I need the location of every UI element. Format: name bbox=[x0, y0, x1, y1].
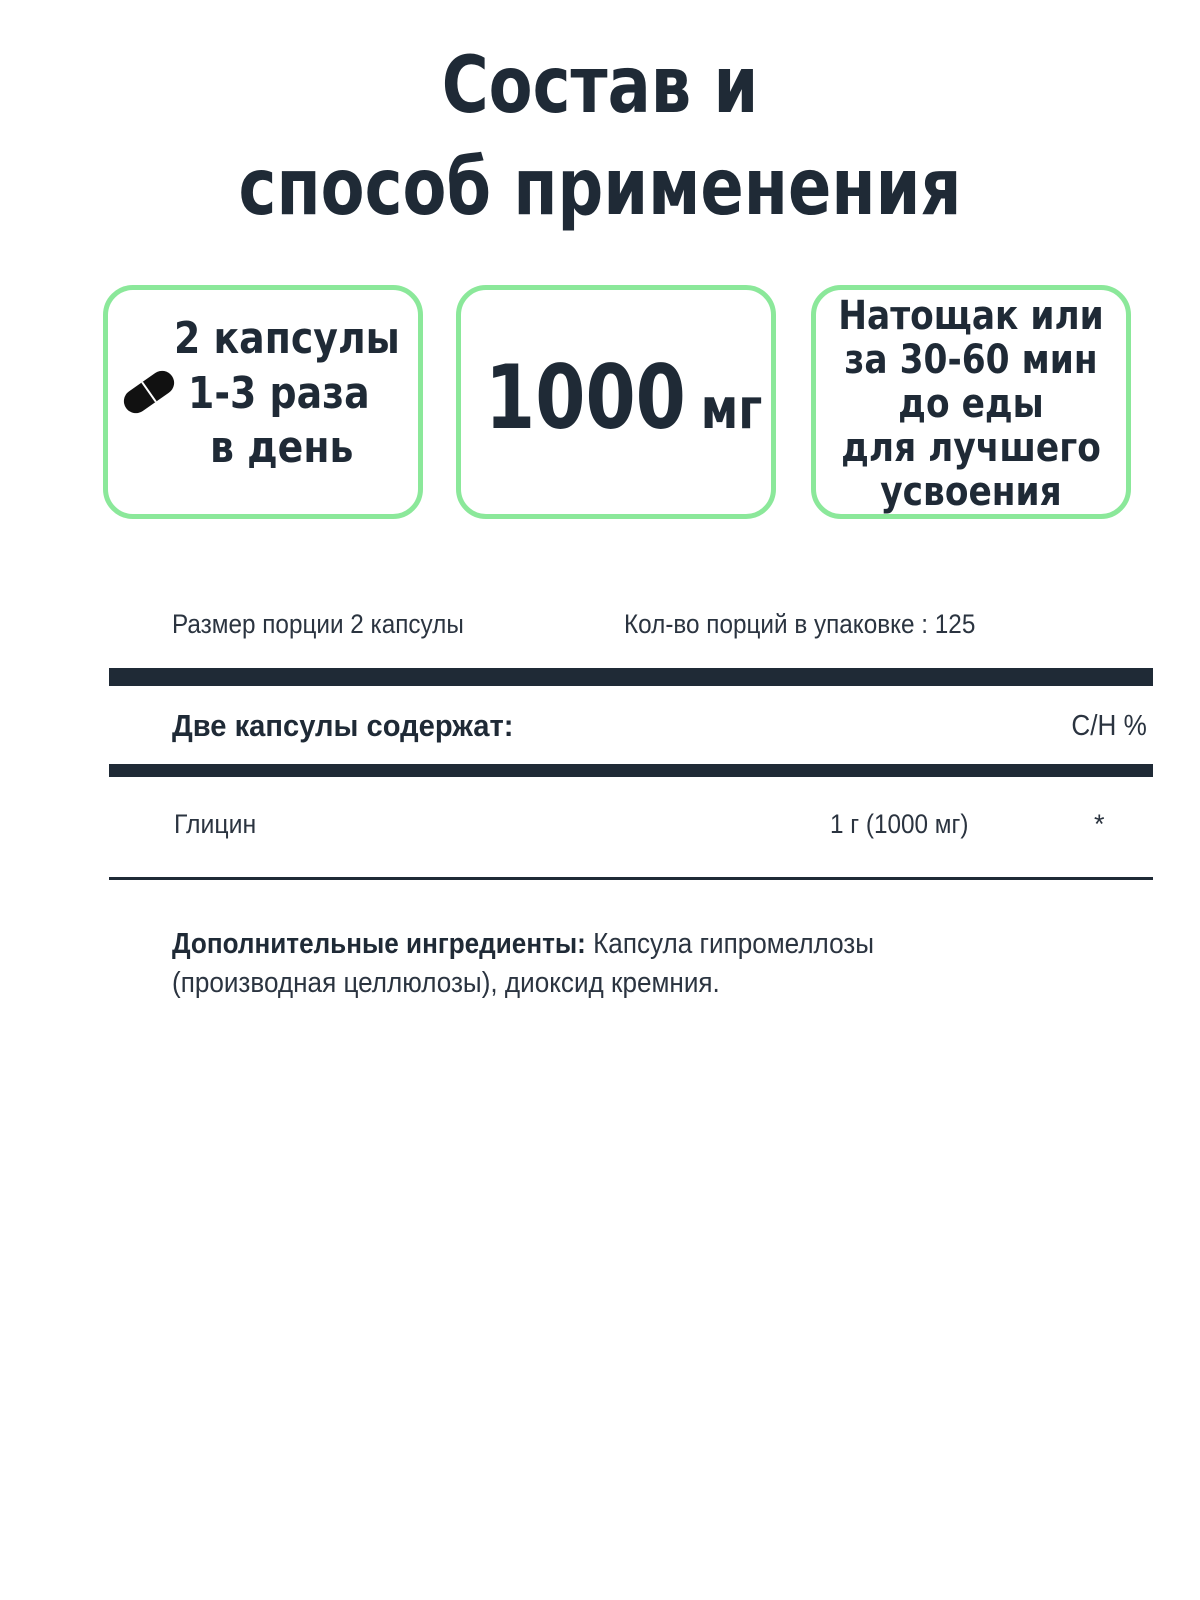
dose-amount bbox=[461, 348, 771, 448]
title-line-2: способ применения bbox=[238, 143, 962, 233]
table-divider-medium bbox=[109, 764, 1153, 777]
dose-value: 1000 bbox=[484, 346, 686, 449]
ingredient-name: Глицин bbox=[174, 809, 257, 839]
additional-ingredients-text-2: (производная целлюлозы), диоксид кремния. bbox=[172, 967, 720, 999]
timing-line-1: Натощак или bbox=[838, 293, 1104, 339]
daily-value-header: С/Н % bbox=[1071, 710, 1147, 742]
ingredient-daily-value: * bbox=[1094, 809, 1105, 839]
additional-ingredients-line-1 bbox=[172, 925, 1090, 964]
timing-card bbox=[811, 285, 1131, 519]
dosage-line-1: 2 капсулы bbox=[174, 313, 400, 364]
dosage-line-3: в день bbox=[210, 422, 354, 473]
ingredient-amount: 1 г (1000 мг) bbox=[830, 809, 969, 839]
additional-ingredients-text-1: Капсула гипромеллозы bbox=[585, 928, 875, 960]
dose-unit: мг bbox=[700, 377, 763, 442]
table-divider-thin bbox=[109, 877, 1153, 880]
title-line-1: Состав и bbox=[441, 41, 759, 131]
additional-ingredients-label: Дополнительные ингредиенты: bbox=[172, 928, 586, 960]
servings-per-container: Кол-во порций в упаковке : 125 bbox=[624, 609, 976, 639]
timing-line-4: для лучшего bbox=[841, 425, 1101, 471]
timing-line-5: усвоения bbox=[880, 469, 1062, 515]
dosage-line-2: 1-3 раза bbox=[188, 368, 370, 419]
timing-line-3: до еды bbox=[898, 381, 1044, 427]
capsule-icon bbox=[118, 370, 180, 414]
dosage-card bbox=[103, 285, 423, 519]
contains-heading: Две капсулы содержат: bbox=[172, 708, 514, 743]
serving-size: Размер порции 2 капсулы bbox=[172, 609, 464, 639]
timing-line-2: за 30-60 мин bbox=[844, 337, 1098, 383]
table-divider-thick bbox=[109, 668, 1153, 686]
amount-card bbox=[456, 285, 776, 519]
additional-ingredients bbox=[172, 925, 1090, 1003]
